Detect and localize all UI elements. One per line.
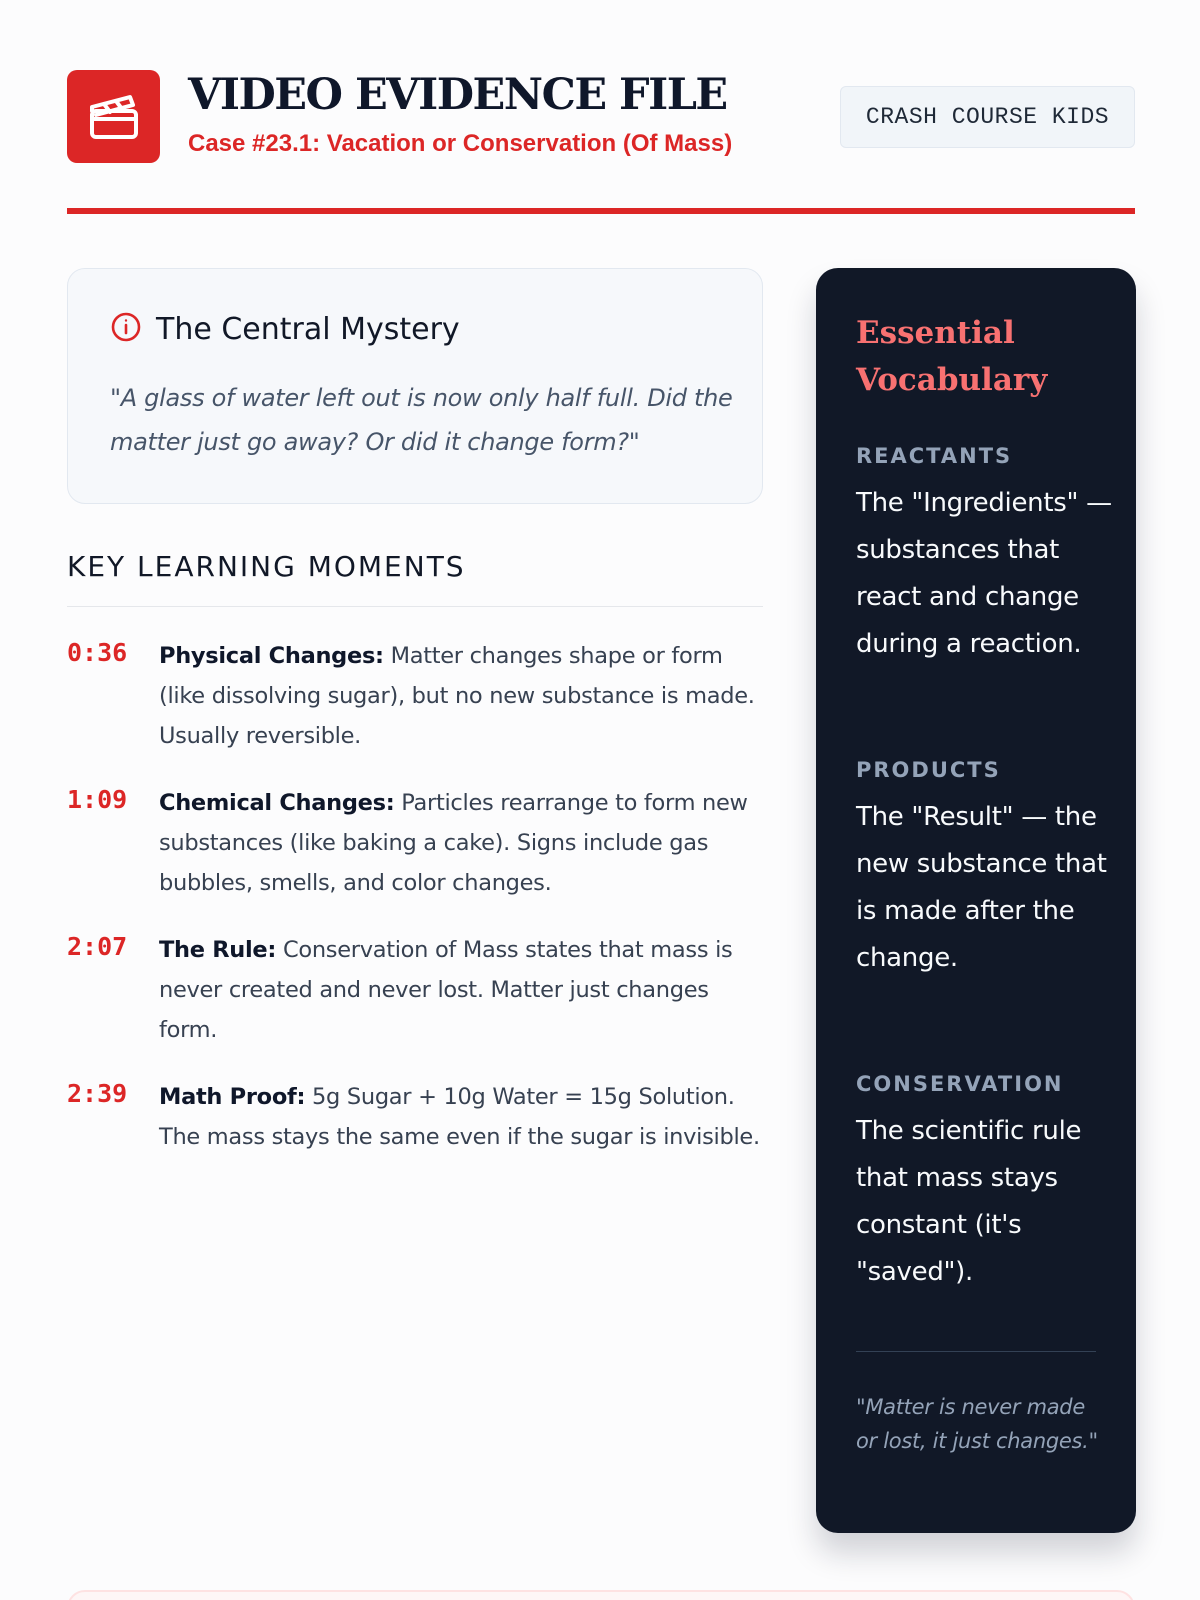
moment-description: Conservation of Mass states that mass is never created and never lost. Matter just changes form. <box>159 937 733 1043</box>
mystery-title: The Central Mystery <box>156 311 460 347</box>
moment-description: 5g Sugar + 10g Water = 15g Solution. The mass stays the same even if the sugar is invisible. <box>159 1084 760 1150</box>
term-definition: The "Result" — the new substance that is made after the change. <box>856 802 1107 973</box>
vocab-term <box>856 758 1116 982</box>
moment-label: Math Proof: <box>159 1084 306 1110</box>
term-definition: The "Ingredients" — substances that react and change during a reaction. <box>856 488 1112 659</box>
moment-text <box>159 930 765 1050</box>
timestamp[interactable]: 1:09 <box>67 785 128 814</box>
moment-description: Particles rearrange to form new substances (like baking a cake). Signs include gas bubbles, smells, and color changes. <box>159 790 748 896</box>
info-icon <box>110 311 142 347</box>
moment-label: The Rule: <box>159 937 277 963</box>
vocabulary-panel <box>816 268 1136 1533</box>
mystery-quote: "A glass of water left out is now only half full. Did the matter just go away? Or did it change form?" <box>110 384 733 456</box>
term-name: REACTANTS <box>856 444 1013 468</box>
term-name: PRODUCTS <box>856 758 1001 782</box>
timestamp[interactable]: 2:39 <box>67 1079 128 1108</box>
next-section-card <box>67 1590 1135 1600</box>
central-mystery-card <box>67 268 763 504</box>
section-title: KEY LEARNING MOMENTS <box>67 550 466 583</box>
case-subtitle: Case #23.1: Vacation or Conservation (Of Mass) <box>188 130 733 157</box>
header-divider <box>67 208 1135 214</box>
timestamp[interactable]: 2:07 <box>67 932 128 961</box>
term-name: CONSERVATION <box>856 1072 1064 1096</box>
term-definition: The scientific rule that mass stays constant (it's "saved"). <box>856 1116 1082 1287</box>
moment-label: Chemical Changes: <box>159 790 395 816</box>
moment-text <box>159 783 765 903</box>
moment-text <box>159 1077 765 1157</box>
section-divider <box>67 606 763 607</box>
vocab-divider <box>856 1351 1096 1352</box>
moment-text <box>159 636 765 756</box>
vocab-term <box>856 1072 1116 1296</box>
page-header <box>67 70 1135 162</box>
clapperboard-icon <box>67 70 160 163</box>
vocabulary-title: Essential Vocabulary <box>856 315 1048 398</box>
moment-description: Matter changes shape or form (like dissolving sugar), but no new substance is made. Usually reversible. <box>159 643 755 749</box>
page-title: VIDEO EVIDENCE FILE <box>188 70 727 120</box>
timestamp[interactable]: 0:36 <box>67 638 128 667</box>
source-badge: CRASH COURSE KIDS <box>840 86 1135 148</box>
vocab-quote: "Matter is never made or lost, it just changes." <box>856 1395 1098 1453</box>
vocab-term <box>856 444 1116 668</box>
moment-label: Physical Changes: <box>159 643 384 669</box>
